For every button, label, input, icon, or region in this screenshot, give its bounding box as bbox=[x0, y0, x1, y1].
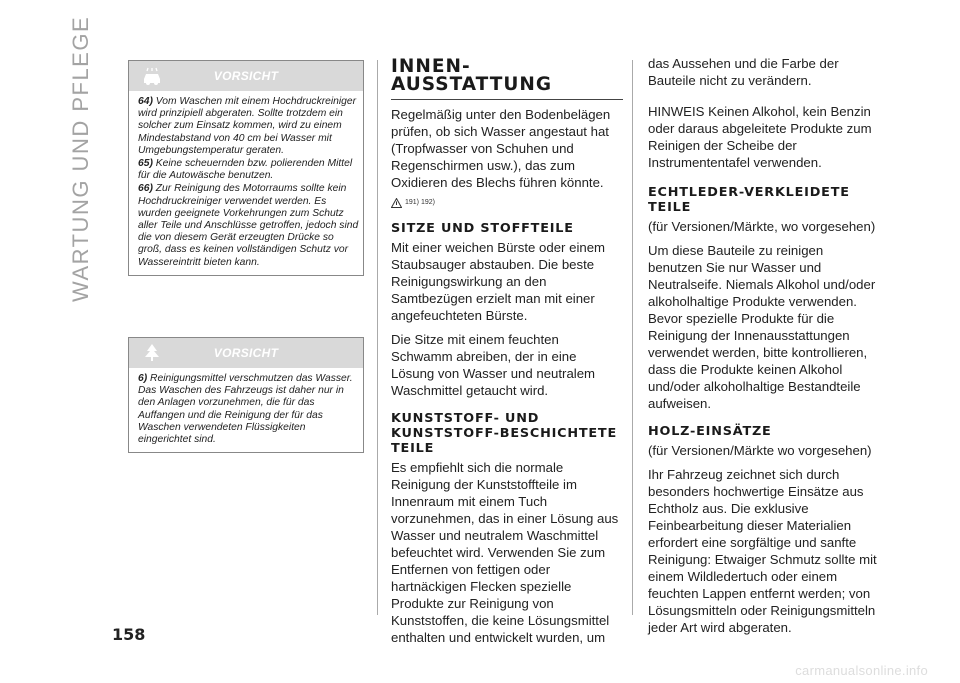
warning-header bbox=[129, 61, 363, 91]
column-middle bbox=[391, 58, 623, 653]
subheading-versions: (für Versionen/Märkte, wo vorgesehen) bbox=[648, 219, 876, 234]
heading-kunststoff: KUNSTSTOFF- UND KUNSTSTOFF-BESCHICHTETE TEILE bbox=[391, 411, 617, 456]
paragraph: Die Sitze mit einem feuchten Schwamm abreiben, der in eine Lösung von Wasser und neutralem Waschmittel getaucht wird. bbox=[391, 332, 596, 398]
reference-notes: 191) 192) bbox=[391, 194, 623, 211]
warning-item: 65) Keine scheuernden bzw. polierenden Mittel für die Autowäsche benutzen. bbox=[138, 158, 353, 182]
heading-holz: HOLZ-EINSÄTZE bbox=[648, 424, 772, 439]
warning-item: 64) Vom Waschen mit einem Hochdruckreiniger wird prinzipiell abgeraten. Sollte trotzdem ein solcher zum Einsatz kommen, wird zu einem Mindestabstand von 40 cm bei Wasser mit Umgebungstemperatur geraten. bbox=[138, 96, 357, 156]
heading-rule bbox=[391, 99, 623, 100]
warning-box-environment bbox=[128, 337, 364, 453]
section-title: WARTUNG UND PFLEGE bbox=[68, 15, 93, 302]
column-divider bbox=[377, 60, 378, 615]
note-paragraph: HINWEIS Keinen Alkohol, kein Benzin oder daraus abgeleitete Produkte zum Reinigen der Scheibe der Instrumententafel verwenden. bbox=[648, 104, 872, 170]
heading-echtleder: ECHTLEDER-VERKLEIDETE TEILE bbox=[648, 185, 850, 215]
page-number: 158 bbox=[112, 625, 146, 644]
paragraph: Um diese Bauteile zu reinigen benutzen Sie nur Wasser und Neutralseife. Niemals Alkohol und/oder alkoholhaltige Produkte verwenden. Bevor spezielle Produkte für die Reinigung der Innenausstattungen verwendet werden, bitte kontrollieren, dass die Produkte keinen Alkohol und/oder alkoholhaltige Bestandteile aufweisen. bbox=[648, 243, 876, 411]
warning-item: 66) Zur Reinigung des Motorraums sollte kein Hochdruckreiniger verwendet werden. Es wurden geeignete Vorkehrungen zum Schutz aller Teile und Anschlüsse getroffen, jedoch sind die von diesem Gerät erzeugten Drücke so groß, dass es keinen vollständigen Schutz vor Wassereintritt bieten kann. bbox=[138, 183, 359, 268]
warning-item: 6) Reinigungsmittel verschmutzen das Wasser. Das Waschen des Fahrzeugs ist daher nur in den Anlagen vorzunehmen, die für das Auffangen und die Reinigung der für das Waschen verwendeten Flüssigkeiten eingerichtet sind. bbox=[138, 373, 353, 446]
column-divider bbox=[632, 60, 633, 615]
section-title-vertical bbox=[60, 15, 120, 310]
paragraph: Mit einer weichen Bürste oder einem Staubsauger abstauben. Die beste Reinigungswirkung an den Samtbezügen erzielt man mit einer angefeuchteten Bürste. bbox=[391, 240, 606, 323]
paragraph: Es empfiehlt sich die normale Reinigung der Kunststoffteile im Innenraum mit einem Tuch vorzunehmen, das in einer Lösung aus Wasser und neutralem Waschmittel befeuchtet wird. Verwenden Sie zum Entfernen von fettigen oder hartnäckigen Flecken spezielle Produkte zur Reinigung von Kunststoffen, die keine Lösungsmittel enthalten und entwickelt wurden, um bbox=[391, 460, 619, 645]
warning-box-car-wash bbox=[128, 60, 364, 276]
warning-triangle-icon bbox=[391, 198, 402, 208]
warning-title: VORSICHT bbox=[213, 346, 279, 360]
warning-header bbox=[129, 338, 363, 368]
paragraph: das Aussehen und die Farbe der Bauteile nicht zu verändern. bbox=[648, 56, 839, 88]
warning-body bbox=[129, 91, 363, 275]
column-right bbox=[648, 55, 878, 643]
paragraph: Ihr Fahrzeug zeichnet sich durch besonders hochwertige Einsätze aus Echtholz aus. Die exklusive Feinbearbeitung dieser Materialien erfordert eine sorgfältige und sanfte Reinigung: Etwaiger Schmutz sollte mit einem Wildledertuch oder einem feuchten Lappen entfernt werden; von Lösungsmitteln oder Reinigungsmitteln jeder Art wird abgeraten. bbox=[648, 467, 877, 635]
warning-title: VORSICHT bbox=[213, 69, 279, 83]
subheading-versions: (für Versionen/Märkte wo vorgesehen) bbox=[648, 443, 872, 458]
footer-watermark: carmanualsonline.info bbox=[795, 663, 928, 678]
heading-sitze: SITZE UND STOFFTEILE bbox=[391, 221, 574, 236]
paragraph: Regelmäßig unter den Bodenbelägen prüfen, ob sich Wasser angestaut hat (Tropfwasser von Schuhen und Regenschirmen usw.), das zum Oxidieren des Blechs führen könnte. bbox=[391, 107, 611, 190]
warning-body bbox=[129, 368, 363, 452]
heading-innenausstattung: INNEN- AUSSTATTUNG bbox=[391, 56, 553, 95]
